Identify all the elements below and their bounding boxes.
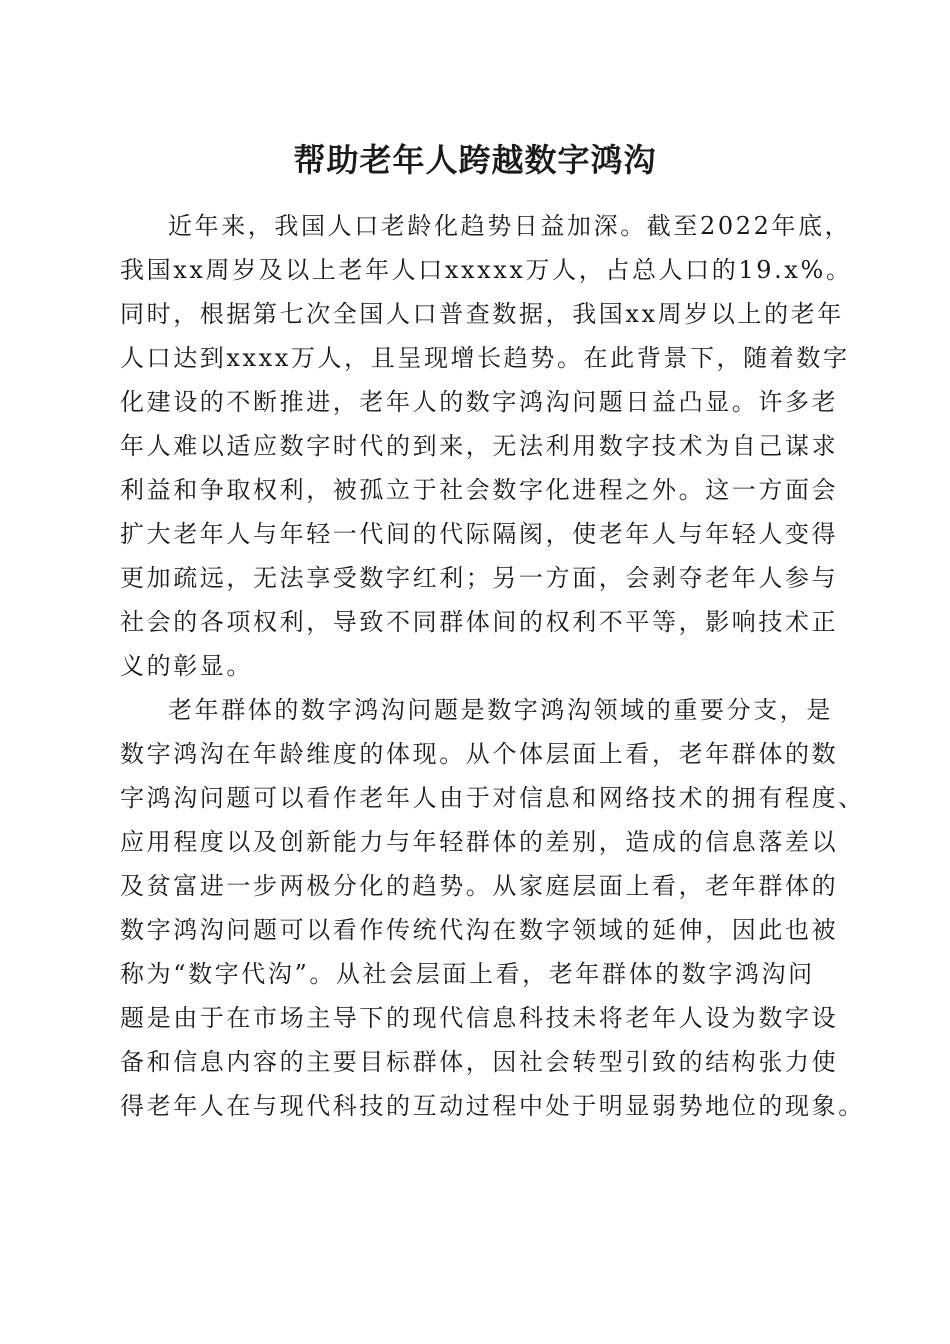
document-body <box>120 204 865 1128</box>
paragraph-1-line-6: 年人难以适应数字时代的到来，无法利用数字技术为自己谋求 <box>120 432 839 460</box>
paragraph-1-line-7: 利益和争取权利，被孤立于社会数字化进程之外。这一方面会 <box>120 476 839 504</box>
document-title: 帮助老年人跨越数字鸿沟 <box>293 141 657 179</box>
paragraph-2-line-6: 数字鸿沟问题可以看作传统代沟在数字领域的延伸，因此也被 <box>120 916 839 944</box>
paragraph-2-line-5: 及贫富进一步两极分化的趋势。从家庭层面上看，老年群体的 <box>120 872 839 900</box>
paragraph-2-line-7: 称为“数字代沟”。从社会层面上看，老年群体的数字鸿沟问 <box>120 960 815 988</box>
paragraph-1-line-10: 社会的各项权利，导致不同群体间的权利不平等，影响技术正 <box>120 608 839 636</box>
paragraph-2-line-9: 备和信息内容的主要目标群体，因社会转型引致的结构张力使 <box>120 1048 839 1076</box>
paragraph-1-line-8: 扩大老年人与年轻一代间的代际隔阂，使老年人与年轻人变得 <box>120 520 839 548</box>
paragraph-1-line-2: 我国xx周岁及以上老年人口xxxxx万人，占总人口的19.x%。 <box>120 256 853 284</box>
paragraph-1-line-11: 义的彰显。 <box>120 652 253 680</box>
paragraph-2-line-4: 应用程度以及创新能力与年轻群体的差别，造成的信息落差以 <box>120 828 839 856</box>
paragraph-1-line-3: 同时，根据第七次全国人口普查数据，我国xx周岁以上的老年 <box>120 300 844 328</box>
paragraph-1-line-1: 近年来，我国人口老龄化趋势日益加深。截至2022年底， <box>168 212 852 240</box>
paragraph-2-line-3: 字鸿沟问题可以看作老年人由于对信息和网络技术的拥有程度、 <box>120 784 865 812</box>
paragraph-1-line-9: 更加疏远，无法享受数字红利；另一方面，会剥夺老年人参与 <box>120 564 839 592</box>
paragraph-2-line-8: 题是由于在市场主导下的现代信息科技未将老年人设为数字设 <box>120 1004 839 1032</box>
paragraph-1-line-5: 化建设的不断推进，老年人的数字鸿沟问题日益凸显。许多老 <box>120 388 839 416</box>
paragraph-1-line-4: 人口达到xxxx万人，且呈现增长趋势。在此背景下，随着数字 <box>120 344 850 372</box>
paragraph-2-line-2: 数字鸿沟在年龄维度的体现。从个体层面上看，老年群体的数 <box>120 740 839 768</box>
paragraph-2-line-1: 老年群体的数字鸿沟问题是数字鸿沟领域的重要分支，是 <box>168 696 833 724</box>
paragraph-2-line-10: 得老年人在与现代科技的互动过程中处于明显弱势地位的现象。 <box>120 1092 865 1120</box>
